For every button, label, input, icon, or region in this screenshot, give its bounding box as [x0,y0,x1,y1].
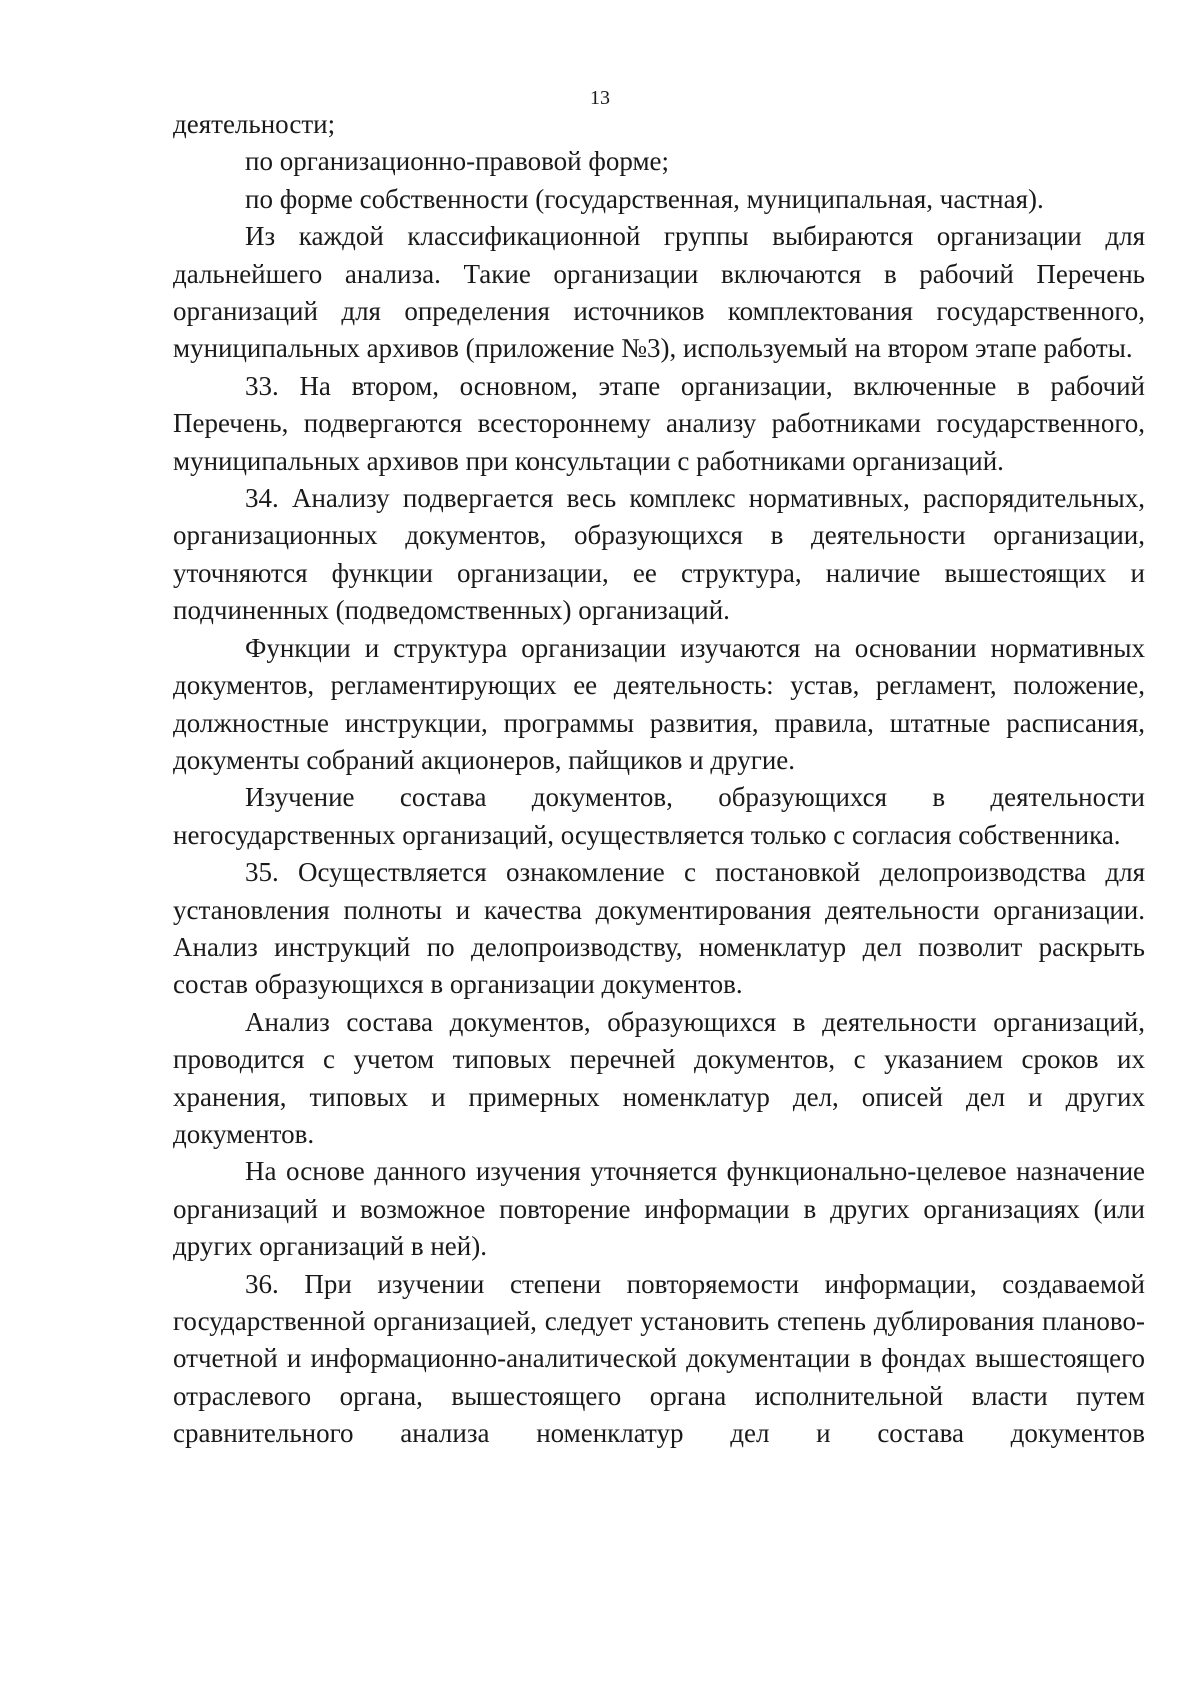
page-number: 13 [590,87,610,109]
paragraph: На основе данного изучения уточняется функционально-целевое назначение организаций и возможное повторение информации в других организациях (или других организаций в ней). [173,1156,1145,1262]
paragraph-item-35: 35. Осуществляется ознакомление с постановкой делопроизводства для установления полноты и качества документирования деятельности организации. Анализ инструкций по делопроизводству, номенклатур дел позволит раскрыть состав образующихся в организации документов. [173,857,1145,1000]
paragraph: Функции и структура организации изучаются на основании нормативных документов, регламентирующих ее деятельность: устав, регламент, положение, должностные инструкции, программы развития, правила, штатные расписания, документы собраний акционеров, пайщиков и другие. [173,632,1145,775]
paragraph-item-33: 33. На втором, основном, этапе организации, включенные в рабочий Перечень, подвергаются всестороннему анализу работниками государственного, муниципальных архивов при консультации с работниками организаций. [173,370,1145,476]
paragraph-item-34: 34. Анализу подвергается весь комплекс нормативных, распорядительных, организационных документов, образующихся в деятельности организации, уточняются функции организации, ее структура, наличие вышестоящих и подчиненных (подведомственных) организаций. [173,483,1145,626]
paragraph: Изучение состава документов, образующихся в деятельности негосударственных организаций, осуществляется только с согласия собственника. [173,782,1145,850]
paragraph: по организационно-правовой форме; [245,146,670,177]
paragraph: по форме собственности (государственная, муниципальная, частная). [245,183,1044,214]
paragraph: Из каждой классификационной группы выбираются организации для дальнейшего анализа. Такие организации включаются в рабочий Перечень организаций для определения источников комплектования государственного, муниципальных архивов (приложение №3), используемый на втором этапе работы. [173,221,1145,364]
paragraph: Анализ состава документов, образующихся в деятельности организаций, проводится с учетом типовых перечней документов, с указанием сроков их хранения, типовых и примерных номенклатур дел, описей дел и других документов. [173,1006,1145,1149]
paragraph-item-36: 36. При изучении степени повторяемости информации, создаваемой государственной организацией, следует установить степень дублирования планово-отчетной и информационно-аналитической документации в фондах вышестоящего отраслевого органа, вышестоящего органа исполнительной власти путем сравнительного анализа номенклатур дел и состава документов [173,1268,1145,1449]
paragraph: деятельности; [173,109,336,139]
document-body [173,106,1145,1453]
